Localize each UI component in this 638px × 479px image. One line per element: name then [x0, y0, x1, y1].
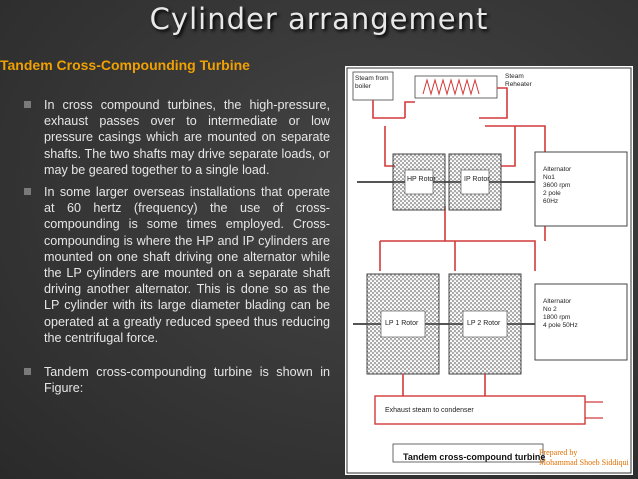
alt1-line-2: No1 — [543, 174, 555, 181]
alt1-line-1: Alternator — [543, 166, 572, 173]
label-ip-rotor: IP Rotor — [464, 176, 490, 183]
credit-line-2: Mohammad Shoeb Siddiqui — [539, 458, 629, 467]
label-boiler: boiler — [355, 83, 371, 90]
alt2-line-4: 4 pole 50Hz — [543, 322, 578, 329]
label-lp1-rotor: LP 1 Rotor — [385, 320, 419, 327]
alt2-line-1: Alternator — [543, 298, 572, 305]
slide-subtitle: Tandem Cross-Compounding Turbine — [0, 57, 250, 73]
label-steam: Steam — [505, 73, 524, 80]
alt1-line-4: 2 pole — [543, 190, 561, 197]
slide-title: Cylinder arrangement — [149, 2, 489, 36]
label-exhaust: Exhaust steam to condenser — [385, 407, 474, 414]
alt1-line-5: 60Hz — [543, 198, 559, 205]
paragraph-3: Tandem cross-compounding turbine is shown in Figure: — [24, 364, 330, 396]
alt2-line-3: 1800 rpm — [543, 314, 571, 321]
label-hp-rotor: HP Rotor — [407, 176, 436, 183]
body-text — [24, 97, 330, 402]
label-steam-from: Steam from — [355, 75, 389, 82]
label-reheater: Reheater — [505, 81, 532, 88]
paragraph-1: In cross compound turbines, the high-pressure, exhaust passes over to intermediate or low pressure casings which are mounted on separate shafts. The two shafts may drive separate loads, or may be geared together to a single load. — [24, 97, 330, 178]
paragraph-2: In some larger overseas installations that operate at 60 hertz (frequency) the use of cross-compounding is some times employed. Cross-compounding is where the HP and IP cylinders are mounted on one shaft driving one alternator while the LP cylinders are mounted on a separate shaft driving another alternator. This is done so as the LP cylinder with its large diameter blading can be operated at a greatly reduced speed thus reducing the centrifugal force. — [24, 184, 330, 346]
alt2-line-2: No 2 — [543, 306, 557, 313]
credit-text — [539, 448, 631, 468]
turbine-figure — [345, 66, 633, 475]
figure-caption: Tandem cross-compound turbine — [403, 452, 546, 462]
credit-line-1: Prepared by — [539, 448, 578, 457]
label-lp2-rotor: LP 2 Rotor — [467, 320, 501, 327]
alt1-line-3: 3600 rpm — [543, 182, 571, 189]
